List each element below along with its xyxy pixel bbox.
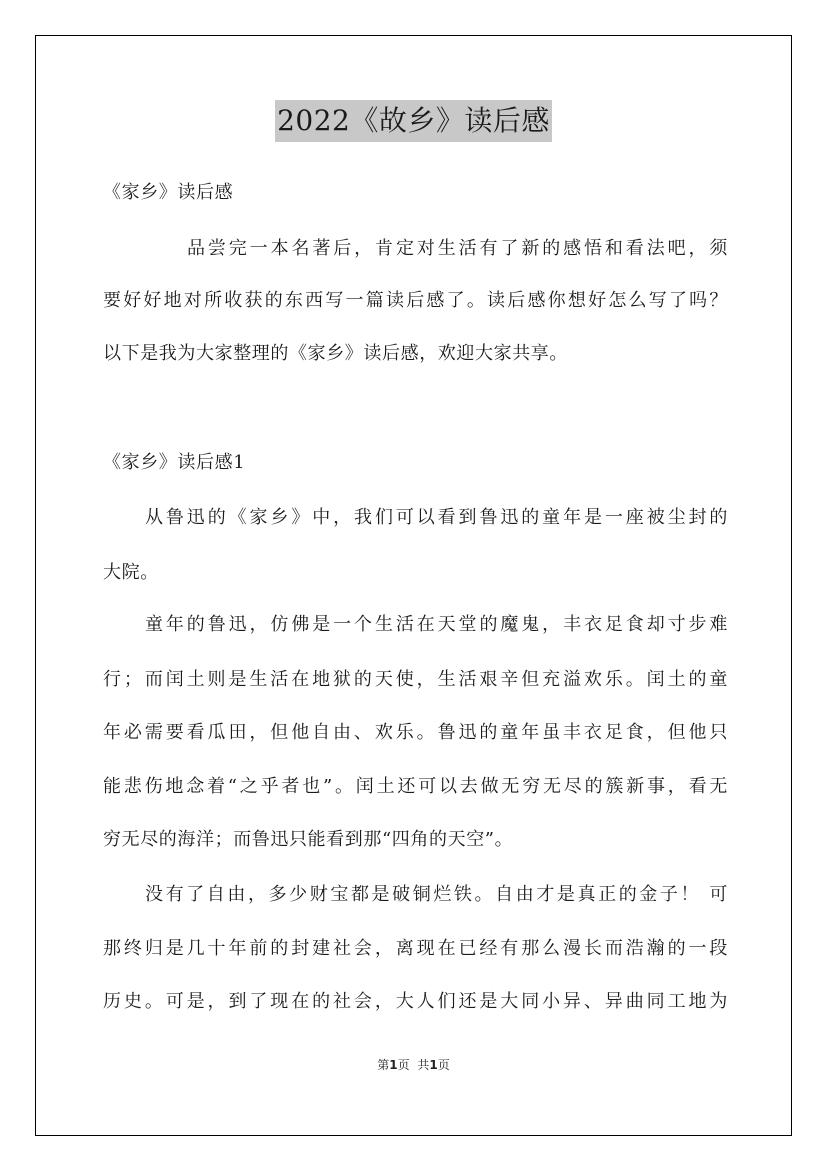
footer-total-prefix: 共 <box>417 1058 430 1072</box>
para2-line-5: 穷无尽的海洋；而鲁迅只能看到那“四角的天空”。 <box>103 829 514 850</box>
para3-line-1: 没有了自由，多少财宝都是破铜烂铁。自由才是真正的金子！ 可 <box>145 884 728 905</box>
para2-line-3: 年必需要看瓜田，但他自由、欢乐。鲁迅的童年虽丰衣足食，但他只 <box>103 722 728 743</box>
intro-line-1: 品尝完一本名著后，肯定对生活有了新的感悟和看法吧，须 <box>187 238 728 259</box>
para1-line-1: 从鲁迅的《家乡》中，我们可以看到鲁迅的童年是一座被尘封的 <box>145 507 728 528</box>
para3-line-2: 那终归是几十年前的封建社会，离现在已经有那么漫长而浩瀚的一段 <box>103 938 728 959</box>
para2-line-1: 童年的鲁迅，仿佛是一个生活在天堂的魔鬼，丰衣足食却寸步难 <box>145 614 728 635</box>
footer-page-number: 1 <box>389 1058 398 1072</box>
para1-line-2: 大院。 <box>103 562 159 583</box>
page-footer <box>0 1056 827 1073</box>
para2-line-2: 行；而闰土则是生活在地狱的天使，生活艰辛但充溢欢乐。闰土的童 <box>103 669 728 690</box>
title-container <box>0 100 827 142</box>
para2-line-4: 能悲伤地念着“之乎者也”。闰土还可以去做无穷无尽的簇新事，看无 <box>103 776 728 797</box>
footer-page-suffix: 页 <box>397 1058 410 1072</box>
footer-page-prefix: 第 <box>377 1058 390 1072</box>
document-title: 2022《故乡》读后感 <box>275 100 552 142</box>
intro-line-2: 要好好地对所收获的东西写一篇读后感了。读后感你想好怎么写了吗？ <box>103 290 728 311</box>
intro-line-3: 以下是我为大家整理的《家乡》读后感，欢迎大家共享。 <box>103 343 568 364</box>
section-heading: 《家乡》读后感1 <box>103 452 246 473</box>
footer-total-number: 1 <box>429 1058 438 1072</box>
footer-total-suffix: 页 <box>437 1058 450 1072</box>
para3-line-3: 历史。可是，到了现在的社会，大人们还是大同小异、异曲同工地为 <box>103 991 728 1012</box>
main-heading: 《家乡》读后感 <box>103 182 234 203</box>
